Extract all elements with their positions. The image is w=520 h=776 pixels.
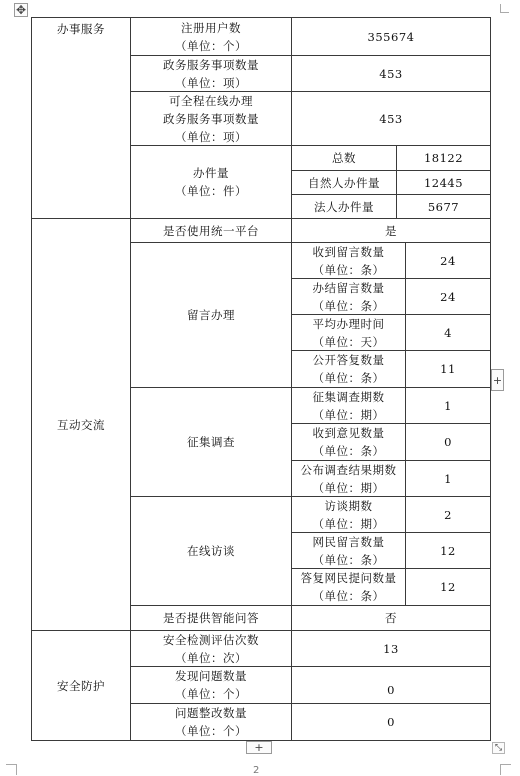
found-issues-label: 发现问题数量 （单位：个） — [175, 669, 247, 701]
platform-label: 是否使用统一平台 — [163, 223, 259, 238]
messages-handled-label: 办结留言数量 （单位：条） — [312, 280, 385, 313]
messages-public-value: 11 — [440, 362, 456, 376]
cases-label: 办件量 （单位：件） — [175, 166, 247, 198]
section-office: 办事服务 — [57, 22, 105, 36]
resize-handle-icon[interactable]: ⤡ — [492, 742, 505, 754]
cases-total-value: 18122 — [423, 151, 464, 165]
fixed-issues-label: 问题整改数量 （单位：个） — [175, 706, 247, 738]
page-corner-mark — [500, 4, 509, 13]
survey-opinions-label: 收到意见数量 （单位：条） — [312, 426, 385, 458]
interview-answers-value: 12 — [440, 580, 456, 594]
interview-answers-label: 答复网民提问数量 （单位：条） — [300, 571, 397, 603]
messages-avg-time-value: 4 — [444, 325, 452, 340]
page-number: 2 — [253, 765, 260, 776]
cases-legal-value: 5677 — [427, 199, 460, 214]
messages-received-value: 24 — [440, 253, 456, 268]
survey-results-label: 公布调查结果期数 （单位：期） — [300, 462, 397, 495]
cases-natural-value: 12445 — [423, 175, 464, 190]
messages-handled-value: 24 — [440, 289, 456, 304]
insert-column-button[interactable]: + — [491, 369, 504, 391]
interview-periods-value: 2 — [444, 507, 452, 522]
assessments-label: 安全检测评估次数 （单位：次） — [163, 632, 259, 665]
survey-periods-label: 征集调查期数 （单位：期） — [312, 389, 385, 422]
messages-public-label: 公开答复数量 （单位：条） — [312, 353, 385, 385]
smart-qa-label: 是否提供智能问答 — [163, 611, 259, 625]
registered-users-label: 注册用户数 （单位：个） — [175, 20, 247, 53]
interview-periods-label: 访谈期数 （单位：期） — [312, 498, 385, 531]
cases-legal-label: 法人办件量 — [314, 199, 374, 214]
assessments-value: 13 — [383, 641, 399, 656]
fixed-issues-value: 0 — [387, 715, 395, 729]
messages-group: 留言办理 — [187, 308, 235, 322]
online-items-label: 可全程在线办理 政务服务事项数量 （单位：项） — [163, 93, 259, 144]
cases-natural-label: 自然人办件量 — [308, 175, 380, 190]
gov-items-value: 453 — [379, 66, 403, 81]
survey-results-value: 1 — [444, 471, 452, 486]
platform-value: 是 — [385, 223, 397, 238]
survey-periods-value: 1 — [444, 398, 452, 413]
interview-netizen-value: 12 — [440, 543, 456, 558]
messages-received-label: 收到留言数量 （单位：条） — [312, 244, 385, 277]
page-corner-mark — [500, 764, 511, 775]
survey-opinions-value: 0 — [444, 435, 452, 449]
registered-users-value: 355674 — [367, 29, 415, 44]
online-items-value: 453 — [379, 111, 403, 126]
gov-items-label: 政务服务事项数量 （单位：项） — [163, 57, 259, 90]
insert-row-button[interactable]: + — [246, 741, 272, 754]
messages-avg-time-label: 平均办理时间 （单位：天） — [312, 316, 385, 349]
cases-total-label: 总数 — [332, 151, 356, 165]
table-move-handle-icon[interactable]: ✥ — [15, 3, 27, 17]
section-interact: 互动交流 — [57, 417, 105, 432]
section-security: 安全防护 — [57, 678, 105, 693]
smart-qa-value: 否 — [385, 611, 397, 625]
survey-group: 征集调查 — [187, 435, 235, 449]
found-issues-value: 0 — [387, 683, 395, 697]
interview-group: 在线访谈 — [187, 544, 235, 558]
interview-netizen-label: 网民留言数量 （单位：条） — [312, 534, 385, 567]
page-corner-mark — [6, 764, 17, 775]
